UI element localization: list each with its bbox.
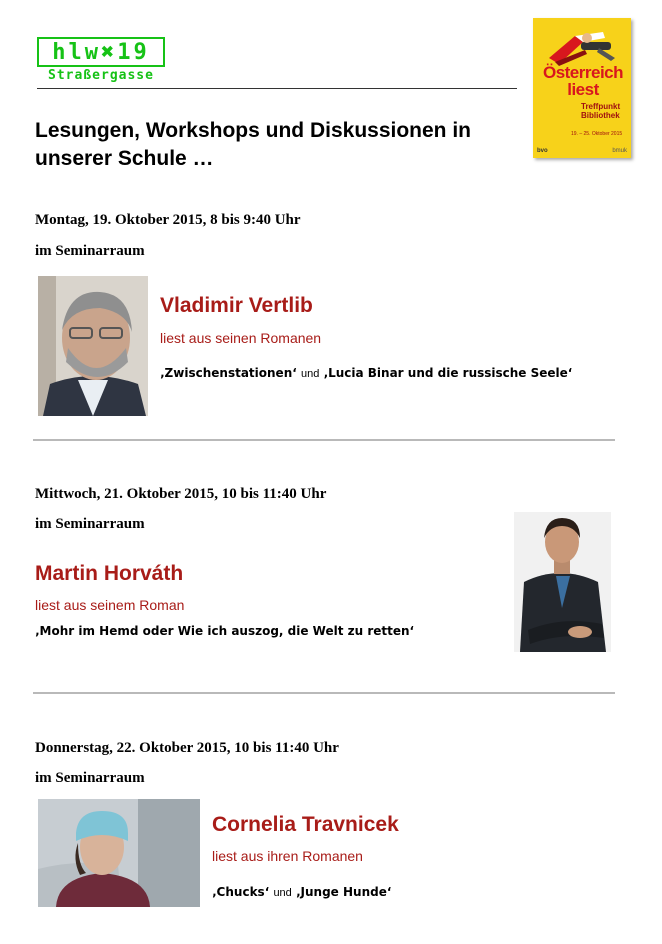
book-title: ‚Zwischenstationen‘	[160, 366, 297, 380]
author-reads-text: liest aus seinen Romanen	[160, 330, 322, 346]
section-divider	[33, 439, 615, 441]
reading-figure-icon	[545, 28, 619, 68]
event-date: Mittwoch, 21. Oktober 2015, 10 bis 11:40 Uhr	[35, 486, 327, 502]
poster-footer-right: bmuk	[612, 148, 627, 154]
author-reads-text: liest aus ihren Romanen	[212, 848, 363, 864]
section-divider	[33, 692, 615, 694]
book-titles	[212, 885, 391, 899]
book-titles	[160, 366, 572, 380]
author-reads-text: liest aus seinem Roman	[35, 597, 185, 613]
author-photo-vertlib	[38, 276, 148, 416]
book-title: ‚Junge Hunde‘	[295, 885, 392, 899]
poster-footer-left: bvo	[537, 148, 548, 154]
poster-title-line1: Österreich	[542, 63, 624, 82]
poster-subtitle: Treffpunkt Bibliothek	[581, 102, 621, 120]
event-date: Donnerstag, 22. Oktober 2015, 10 bis 11:40 Uhr	[35, 740, 339, 756]
page-headline: Lesungen, Workshops und Diskussionen in unserer Schule …	[35, 119, 471, 170]
logo-subtitle: Straßergasse	[48, 68, 154, 83]
book-title: ‚Lucia Binar und die russische Seele‘	[323, 366, 573, 380]
book-conjunction: und	[273, 887, 292, 899]
book-title: ‚Chucks‘	[212, 885, 270, 899]
book-title: ‚Mohr im Hemd oder Wie ich auszog, die Welt zu retten‘	[35, 624, 415, 638]
logo-box	[37, 37, 165, 67]
poster-dates: 19. – 25. Oktober 2015	[571, 131, 623, 137]
event-date: Montag, 19. Oktober 2015, 8 bis 9:40 Uhr	[35, 212, 301, 228]
header-rule	[37, 88, 517, 89]
logo-text: hlw✖19	[52, 39, 150, 65]
author-photo-travnicek	[38, 799, 200, 907]
event-room: im Seminarraum	[35, 243, 145, 259]
event-room: im Seminarraum	[35, 770, 145, 786]
oesterreich-liest-poster	[533, 18, 631, 158]
poster-footer	[537, 148, 627, 154]
author-name: Martin Horváth	[35, 562, 184, 585]
author-name: Cornelia Travnicek	[212, 813, 399, 836]
author-name: Vladimir Vertlib	[160, 294, 313, 317]
author-photo-horvath	[514, 512, 611, 652]
school-logo	[37, 37, 165, 85]
book-conjunction: und	[300, 368, 320, 380]
poster-title	[537, 64, 629, 98]
poster-title-line2: liest	[567, 80, 599, 99]
book-titles	[35, 624, 414, 638]
event-room: im Seminarraum	[35, 516, 145, 532]
